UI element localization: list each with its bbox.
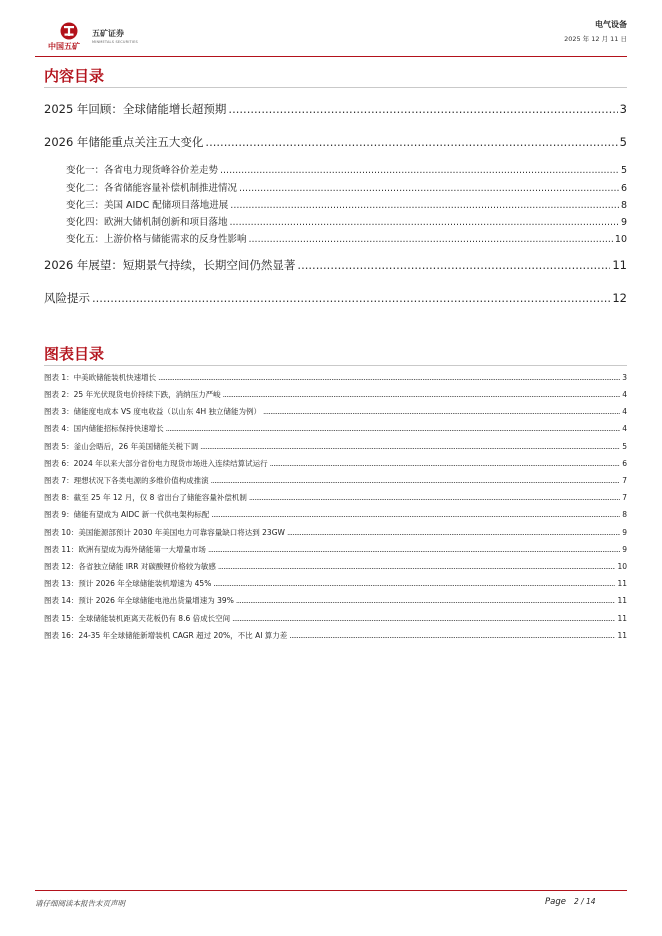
toc-entry[interactable] (44, 257, 627, 273)
figure-entry[interactable] (44, 527, 627, 538)
toc-entry-page: 5 (619, 135, 627, 149)
figure-entry-page: 7 (622, 493, 627, 502)
figure-entry-title: 图表 4：国内储能招标保持快速增长 (44, 424, 164, 433)
figure-entry[interactable] (44, 372, 627, 383)
toc-subentry[interactable] (66, 180, 627, 194)
leader-dots (228, 102, 617, 116)
leader-dots (297, 258, 610, 272)
minmetals-logo-icon (60, 22, 78, 40)
figure-entry-title: 图表 9：储能有望成为 AIDC 新一代供电架构标配 (44, 510, 210, 519)
figure-entry-page: 11 (617, 596, 627, 605)
figure-entry-title: 图表 3：储能度电成本 VS 度电收益（以山东 4H 独立储能为例） (44, 407, 261, 416)
toc-subentry[interactable] (66, 214, 627, 228)
figure-entry[interactable] (44, 441, 627, 452)
brand-name-en: MINMETALS SECURITIES (92, 40, 138, 44)
toc-entry-title: 2026 年展望：短期景气持续，长期空间仍然显著 (44, 258, 296, 272)
leader-dots (166, 424, 621, 433)
figures-title: 图表目录 (44, 345, 105, 363)
figure-entry-page: 5 (622, 442, 627, 451)
leader-dots (218, 562, 616, 571)
toc-entry-page: 12 (612, 291, 627, 305)
report-date: 2025 年 12 月 11 日 (564, 35, 627, 43)
leader-dots (239, 183, 619, 194)
figure-entry-title: 图表 5：釜山会晤后，26 年美国储能关税下调 (44, 442, 199, 451)
page-indicator (545, 897, 596, 907)
page-label: Page (545, 897, 566, 907)
leader-dots (249, 234, 613, 245)
figure-entry-page: 11 (617, 631, 627, 640)
figure-entry-title: 图表 13：预计 2026 年全球储能装机增速为 45% (44, 579, 212, 588)
figure-entry-title: 图表 10：美国能源部预计 2030 年美国电力可靠容量缺口将达到 23GW (44, 528, 285, 537)
figure-entry-title: 图表 1：中美欧储能装机快速增长 (44, 373, 157, 382)
leader-dots (289, 631, 615, 640)
figure-entry-title: 图表 6：2024 年以来大部分省份电力现货市场进入连续结算试运行 (44, 459, 268, 468)
figure-entry[interactable] (44, 389, 627, 400)
figure-entry-page: 4 (622, 424, 627, 433)
header-divider (35, 56, 627, 57)
figure-entry-page: 9 (622, 528, 627, 537)
figure-entry-page: 11 (617, 579, 627, 588)
figure-entry-page: 10 (617, 562, 627, 571)
figure-entry[interactable] (44, 406, 627, 417)
toc-subentry[interactable] (66, 197, 627, 211)
figure-entry[interactable] (44, 561, 627, 572)
figure-entry[interactable] (44, 544, 627, 555)
toc-entry-page: 8 (620, 200, 627, 211)
toc-entry-page: 3 (619, 102, 627, 116)
footer-divider (35, 890, 627, 891)
toc-entry-title: 2025 年回顾：全球储能增长超预期 (44, 102, 227, 116)
figure-entry[interactable] (44, 509, 627, 520)
figure-entry-title: 图表 11：欧洲有望成为海外储能第一大增量市场 (44, 545, 206, 554)
leader-dots (230, 217, 619, 228)
leader-dots (236, 596, 616, 605)
figure-entry-title: 图表 12：各省独立储能 IRR 对碳酸锂价格较为敏感 (44, 562, 216, 571)
brand (92, 28, 138, 44)
figure-entry[interactable] (44, 613, 627, 624)
leader-dots (270, 459, 621, 468)
toc-entry-page: 9 (620, 217, 627, 228)
leader-dots (220, 165, 619, 176)
leader-dots (211, 476, 621, 485)
leader-dots (213, 579, 615, 588)
leader-dots (200, 442, 620, 451)
page-number: 2 / 14 (573, 897, 596, 906)
leader-dots (92, 291, 610, 305)
figure-entry[interactable] (44, 595, 627, 606)
toc-entry-title: 变化二：各省储能容量补偿机制推进情况 (66, 183, 238, 194)
toc-entry[interactable] (44, 134, 627, 150)
toc-subentry[interactable] (66, 231, 627, 245)
figure-entry-page: 11 (617, 614, 627, 623)
figure-entry-page: 6 (622, 459, 627, 468)
footer-disclaimer: 请仔细阅读本报告末页声明 (35, 899, 125, 908)
leader-dots (223, 390, 621, 399)
leader-dots (249, 493, 620, 502)
toc-entry-title: 变化三：美国 AIDC 配储项目落地进展 (66, 200, 229, 211)
report-category: 电气设备 (595, 20, 627, 29)
toc-entry-title: 变化五：上游价格与储能需求的反身性影响 (66, 234, 247, 245)
leader-dots (208, 545, 620, 554)
toc-entry-page: 10 (614, 234, 627, 245)
toc-entry[interactable] (44, 290, 627, 306)
figure-entry[interactable] (44, 458, 627, 469)
leader-dots (211, 510, 620, 519)
figure-entry-title: 图表 14：预计 2026 年全球储能电池出货量增速为 39% (44, 596, 234, 605)
figure-entry[interactable] (44, 578, 627, 589)
figure-entry-page: 3 (622, 373, 627, 382)
figures-divider (44, 365, 627, 366)
figure-entry[interactable] (44, 475, 627, 486)
leader-dots (158, 373, 620, 382)
contents-title: 内容目录 (44, 67, 105, 85)
figure-entry[interactable] (44, 630, 627, 641)
leader-dots (232, 614, 615, 623)
leader-dots (287, 528, 620, 537)
toc-entry-page: 11 (612, 258, 627, 272)
toc-entry-title: 风险提示 (44, 291, 90, 305)
figure-entry[interactable] (44, 492, 627, 503)
logo-text: 中国五矿 (48, 42, 80, 51)
toc-entry-title: 变化一：各省电力现货峰谷价差走势 (66, 165, 219, 176)
brand-name: 五矿证券 (92, 29, 124, 38)
leader-dots (230, 200, 619, 211)
figure-entry[interactable] (44, 423, 627, 434)
figure-entry-title: 图表 16：24-35 年全球储能新增装机 CAGR 超过 20%，不比 AI 算力差 (44, 631, 288, 640)
toc-entry-title: 2026 年储能重点关注五大变化 (44, 135, 204, 149)
leader-dots (205, 135, 617, 149)
contents-divider (44, 87, 627, 88)
figure-entry-page: 4 (622, 407, 627, 416)
toc-entry-page: 6 (620, 183, 627, 194)
figure-entry-page: 4 (622, 390, 627, 399)
figure-entry-page: 9 (622, 545, 627, 554)
figure-entry-title: 图表 2：25 年光伏现货电价持续下跌，消纳压力严峻 (44, 390, 221, 399)
toc-subentry[interactable] (66, 162, 627, 176)
leader-dots (263, 407, 620, 416)
figure-entry-page: 8 (622, 510, 627, 519)
toc-entry-page: 5 (620, 165, 627, 176)
toc-entry-title: 变化四：欧洲大储机制创新和项目落地 (66, 217, 228, 228)
figure-entry-title: 图表 7：理想状况下各类电源的多维价值构成推演 (44, 476, 209, 485)
toc-entry[interactable] (44, 101, 627, 117)
figure-entry-page: 7 (622, 476, 627, 485)
figure-entry-title: 图表 8：截至 25 年 12 月，仅 8 省出台了储能容量补偿机制 (44, 493, 247, 502)
figure-entry-title: 图表 15：全球储能装机距离天花板仍有 8.6 倍成长空间 (44, 614, 231, 623)
